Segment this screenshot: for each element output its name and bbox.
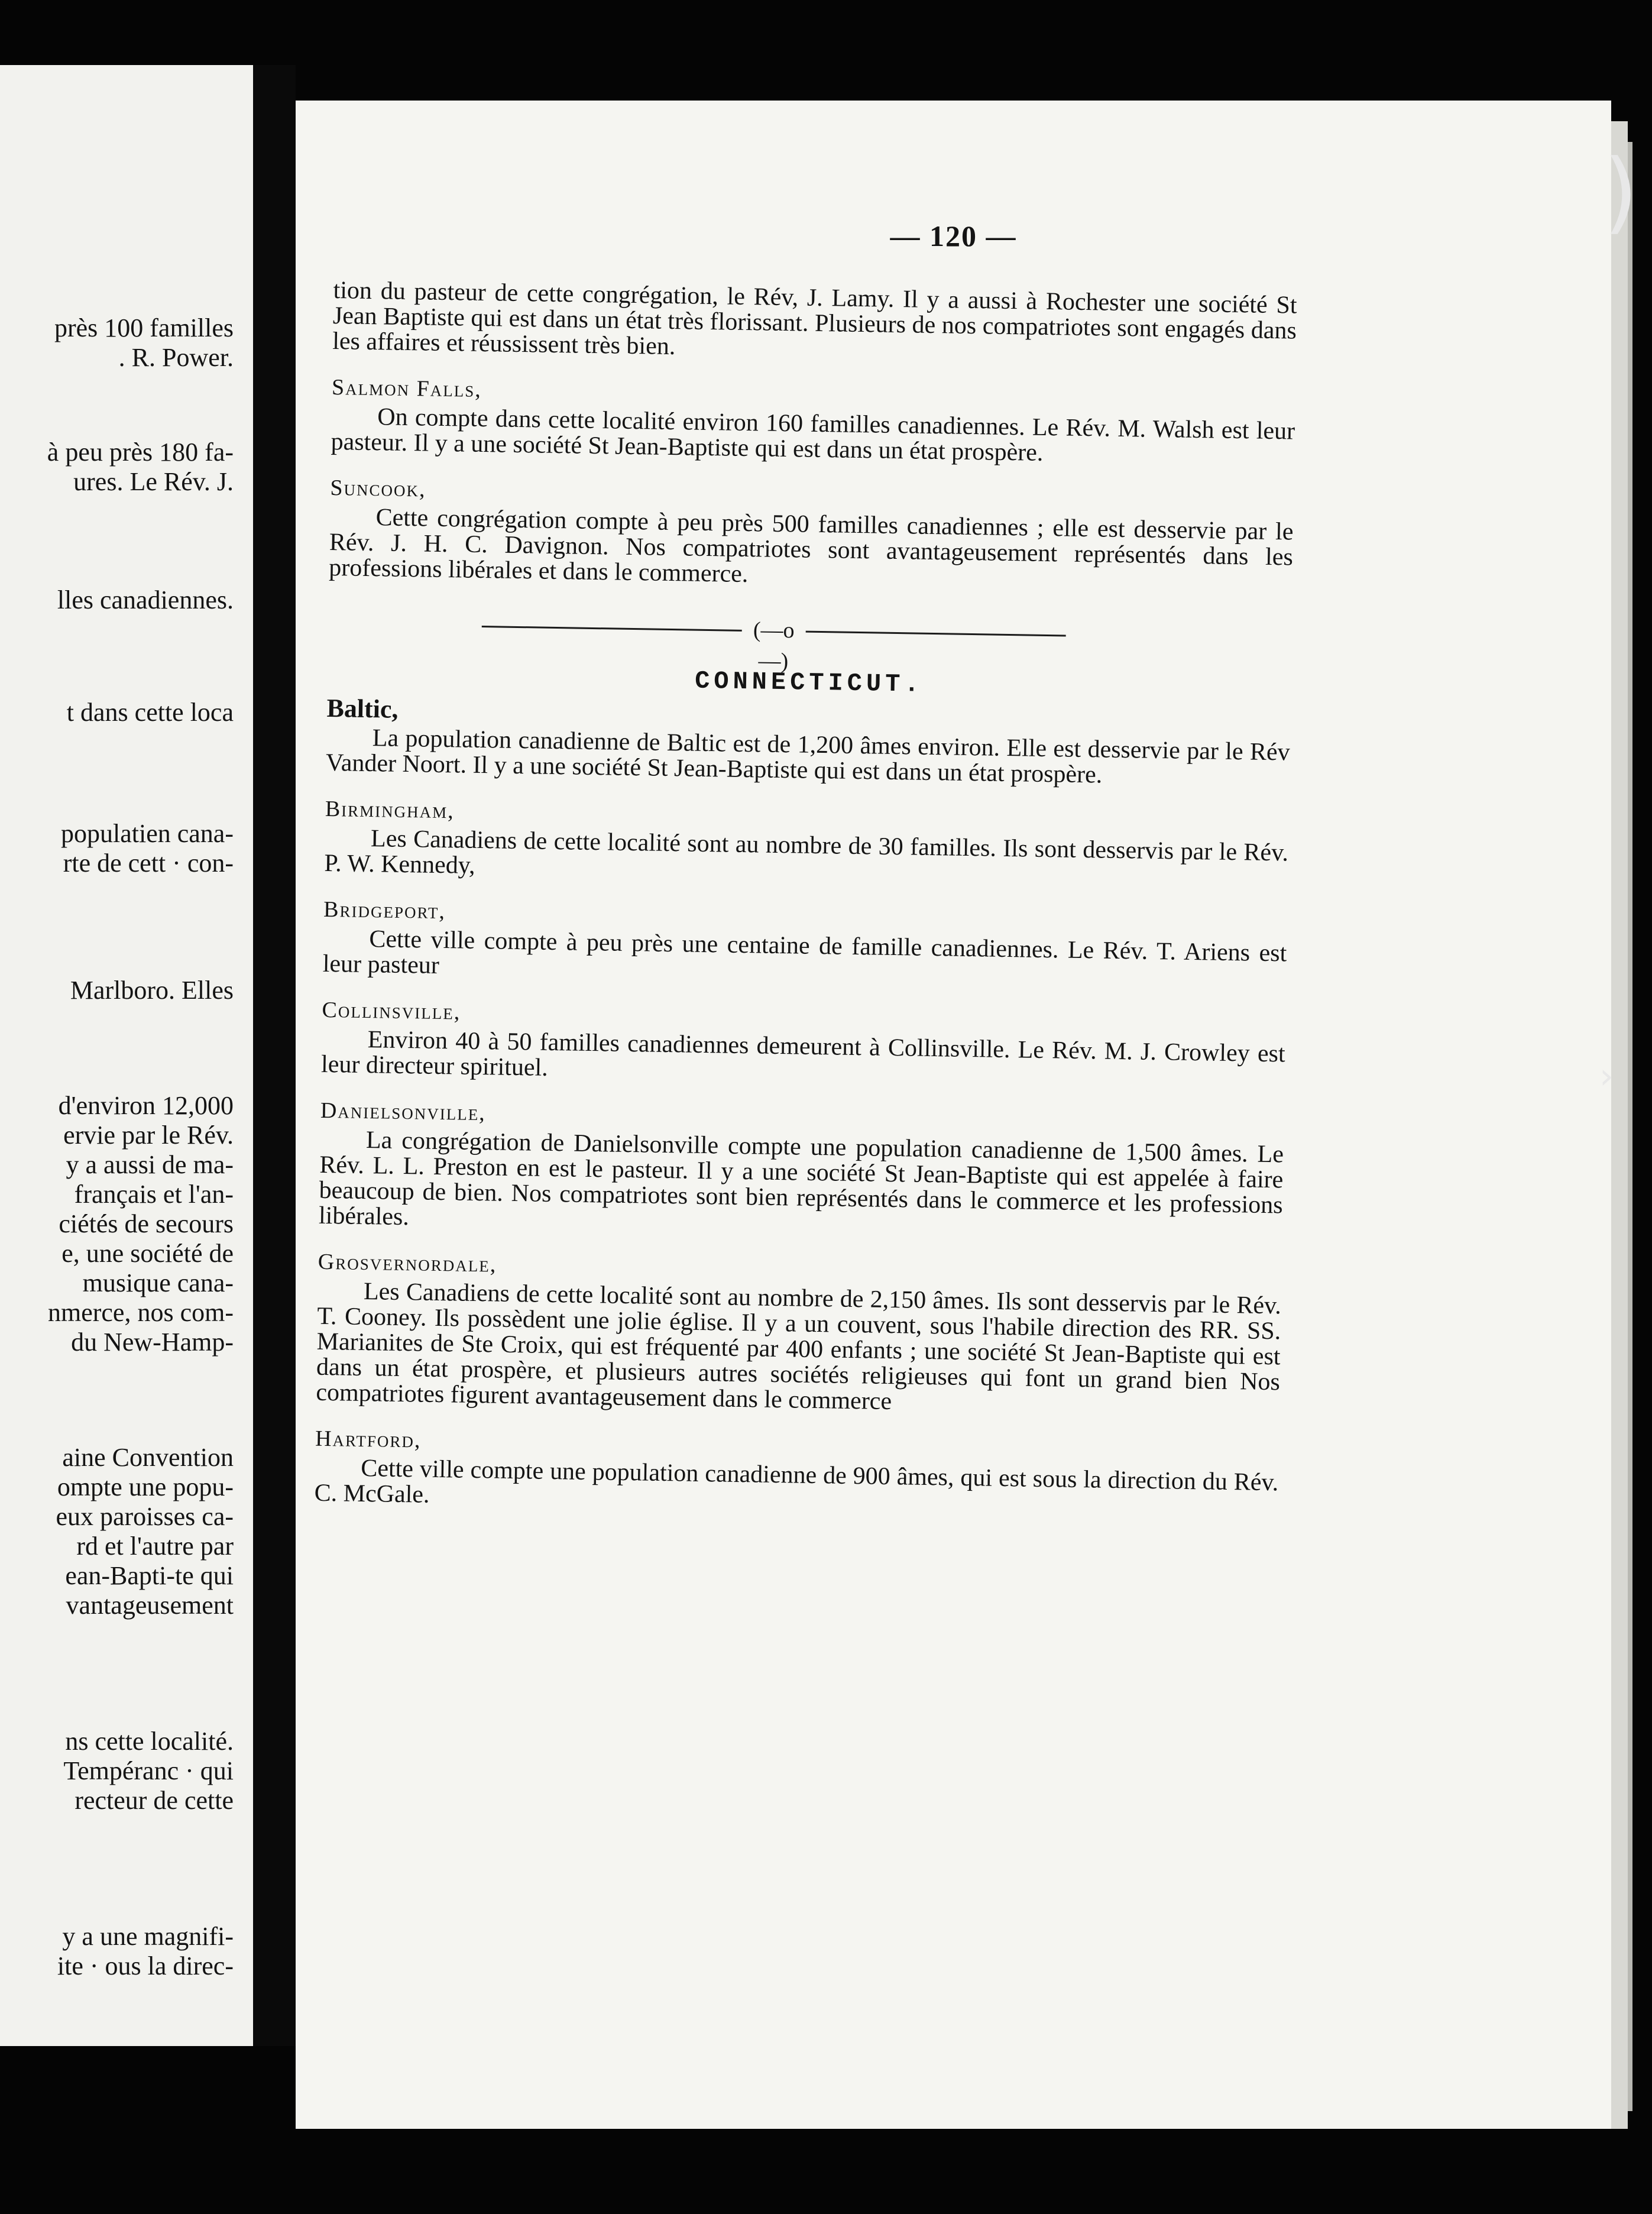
place-heading: Suncook, [330, 475, 426, 502]
place-paragraph: Cette congrégation compte à peu près 500 familles canadiennes ; elle est desservie par le Rév. J. H. C. Davignon. Nos compatriotes sont avantageusement représentés dans les professions libérales et dans le commerce. [328, 504, 1294, 588]
place-paragraph: Les Canadiens de cette localité sont au nombre de 30 familles. Ils sont desservis par le Rév. P. W. Kennedy, [324, 825, 1289, 879]
left-page-line: musique cana- [82, 1268, 234, 1297]
place-heading: Hartford, [315, 1426, 422, 1453]
place-paragraph: Environ 40 à 50 familles canadiennes demeurent à Collinsville. Le Rév. M. J. Crowley est leur directeur spirituel. [320, 1026, 1285, 1082]
place-heading: Danielsonville, [320, 1098, 487, 1126]
place-heading: Collinsville, [322, 997, 461, 1025]
left-facing-page [0, 65, 253, 2046]
place-heading: Bridgeport, [323, 896, 446, 924]
left-page-line: ns cette localité. [65, 1727, 234, 1756]
place-paragraph: La congrégation de Danielsonville compte une population canadienne de 1,500 âmes. Le Rév. L. L. Preston en est le pasteur. Il y a une société St Jean-Baptiste qui est appelée à faire beaucoup de bien. Nos compatriotes sont bien représentés dans le commerce et les professions libérales. [318, 1127, 1284, 1231]
place-paragraph: Les Canadiens de cette localité sont au nombre de 2,150 âmes. Ils sont desservis par le Rév. T. Cooney. Ils possèdent une jolie église. Il y a un couvent, sous l'habile direction des RR. SS. Marianites de Ste Croix, qui est fréquenté par 400 enfants ; une société St Jean-Baptiste qui est dans un état prospère, et plusieurs autres sociétés religieuses qui font un grand bien Nos compatriotes figurent avantageusement dans le commerce [316, 1278, 1282, 1416]
place-paragraph: La population canadienne de Baltic est de 1,200 âmes environ. Elle est desservie par le Rév Vander Noort. Il y a une société St Jean-Baptiste qui est dans un état prospère. [325, 724, 1290, 789]
book-gutter [253, 65, 296, 2046]
section-divider [328, 608, 1292, 674]
left-page-line: Marlboro. Elles [70, 976, 234, 1005]
left-page-line: e, une société de [61, 1239, 234, 1268]
left-page-line: recteur de cette [74, 1786, 234, 1815]
left-page-line: français et l'an- [74, 1180, 234, 1209]
place-heading: Grosvernordale, [318, 1249, 497, 1277]
left-page-line: ompte une popu- [57, 1472, 234, 1501]
main-page [296, 101, 1611, 2129]
film-bracket-mark: › [1599, 1056, 1614, 1097]
left-page-line: ean-Bapti-te qui [65, 1561, 234, 1590]
place-heading: Birmingham, [325, 796, 455, 824]
place-heading: Salmon Falls, [331, 374, 482, 402]
left-page-line: ures. Le Rév. J. [73, 467, 234, 496]
place-paragraph: Cette ville compte une population canadienne de 900 âmes, qui est sous la direction du Rév. C. McGale. [314, 1454, 1279, 1509]
page-edge-shadow [1628, 142, 1632, 2111]
left-page-line: aine Convention [62, 1443, 234, 1472]
section-title: CONNECTICUT. [694, 666, 924, 699]
place-heading: Baltic, [326, 693, 399, 724]
intro-paragraph: tion du pasteur de cette congrégation, le Rév, J. Lamy. Il y a aussi à Rochester une société St Jean Baptiste qui est dans un état très florissant. Plusieurs de nos compatriotes sont engagés dans les affaires et réussissent très bien. [332, 277, 1297, 361]
divider-rule-left [482, 626, 742, 632]
film-bracket-mark: ) [1604, 141, 1638, 244]
left-page-line: ciétés de secours [59, 1209, 234, 1238]
page-edge [1611, 121, 1628, 2129]
left-page-line: t dans cette loca [66, 698, 234, 727]
left-page-line: vantageusement [66, 1591, 234, 1620]
left-page-line: . R. Power. [118, 343, 234, 372]
left-page-line: ervie par le Rév. [63, 1121, 234, 1150]
left-page-line: populatien cana- [61, 819, 234, 848]
left-page-line: y a aussi de ma- [66, 1150, 234, 1179]
place-paragraph: Cette ville compte à peu près une centaine de famille canadiennes. Le Rév. T. Ariens est leur pasteur [322, 925, 1287, 979]
left-page-line: près 100 familles [54, 313, 234, 342]
left-page-line: lles canadiennes. [57, 585, 234, 614]
divider-rule-right [806, 631, 1066, 637]
page-number: — 120 — [890, 219, 1017, 253]
left-page-line: à peu près 180 fa- [47, 438, 234, 467]
left-page-line: rte de cett · con- [63, 849, 234, 878]
left-page-line: y a une magnifi- [62, 1922, 234, 1951]
text-column [314, 278, 1297, 1541]
left-page-line: nmerce, nos com- [48, 1298, 234, 1327]
left-page-line: Tempéranc · qui [63, 1756, 234, 1785]
left-page-line: d'environ 12,000 [58, 1091, 234, 1120]
divider-mark: (—o—) [753, 617, 795, 674]
place-paragraph: On compte dans cette localité environ 160 familles canadiennes. Le Rév. M. Walsh est leur pasteur. Il y a une société St Jean-Baptiste qui est dans un état prospère. [331, 403, 1295, 467]
left-page-line: ite · ous la direc- [57, 1951, 234, 1980]
left-page-line: eux paroisses ca- [56, 1502, 234, 1531]
left-page-line: rd et l'autre par [76, 1532, 234, 1561]
left-page-line: du New-Hamp- [71, 1328, 234, 1357]
